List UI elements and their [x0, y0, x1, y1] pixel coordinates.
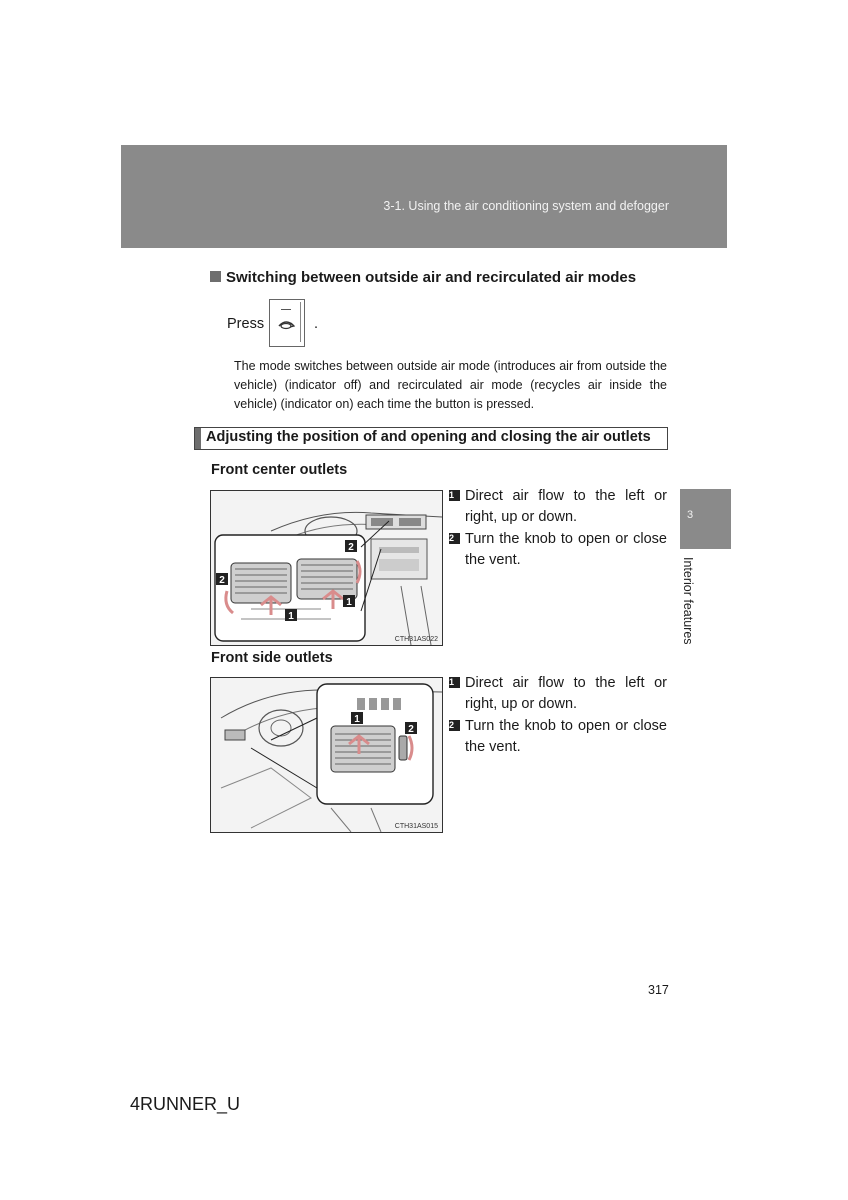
list-item: 1 Direct air flow to the left or right, up or down. [449, 488, 667, 525]
list-item: 1 Direct air flow to the left or right, up or down. [449, 675, 667, 712]
svg-text:2: 2 [348, 542, 354, 553]
figure-code: CTH31AS022 [394, 636, 438, 643]
press-period: . [314, 316, 319, 332]
figure-code: CTH31AS015 [394, 823, 438, 830]
footer-model-code: 4RUNNER_U [130, 1094, 241, 1114]
svg-text:2: 2 [219, 575, 225, 586]
switch-mode-heading: Switching between outside air and recirculated air modes [210, 269, 636, 286]
front-center-steps [449, 486, 667, 572]
front-center-outlets-illustration [210, 490, 443, 646]
air-outlets-section-heading: Adjusting the position of and opening and closing the air outlets [194, 427, 668, 450]
mode-description: The mode switches between outside air mode (introduces air from outside the vehicle) (indicator off) and recirculated air mode (recycles air inside the vehicle) (indicator on) each time the button is pressed. [234, 359, 667, 411]
page-number: 317 [648, 983, 669, 997]
recirculation-button-icon [269, 299, 305, 347]
list-item: 2 Turn the knob to open or close the vent. [449, 718, 667, 755]
chapter-header [121, 145, 727, 248]
front-side-steps [449, 673, 667, 759]
press-label: Press [227, 316, 265, 332]
square-bullet-icon [210, 271, 221, 282]
svg-text:1: 1 [346, 597, 352, 608]
svg-text:1: 1 [288, 611, 294, 622]
chapter-tab-label: Interior features [681, 557, 695, 645]
front-side-outlets-illustration [210, 677, 443, 833]
svg-text:1: 1 [354, 714, 360, 725]
list-item: 2 Turn the knob to open or close the vent. [449, 531, 667, 568]
svg-text:2: 2 [408, 724, 414, 735]
chapter-tab-number: 3 [687, 509, 694, 521]
front-center-outlets-title: Front center outlets [211, 462, 348, 478]
front-side-outlets-title: Front side outlets [211, 650, 333, 666]
chapter-title: 3-1. Using the air conditioning system and defogger [383, 199, 669, 213]
